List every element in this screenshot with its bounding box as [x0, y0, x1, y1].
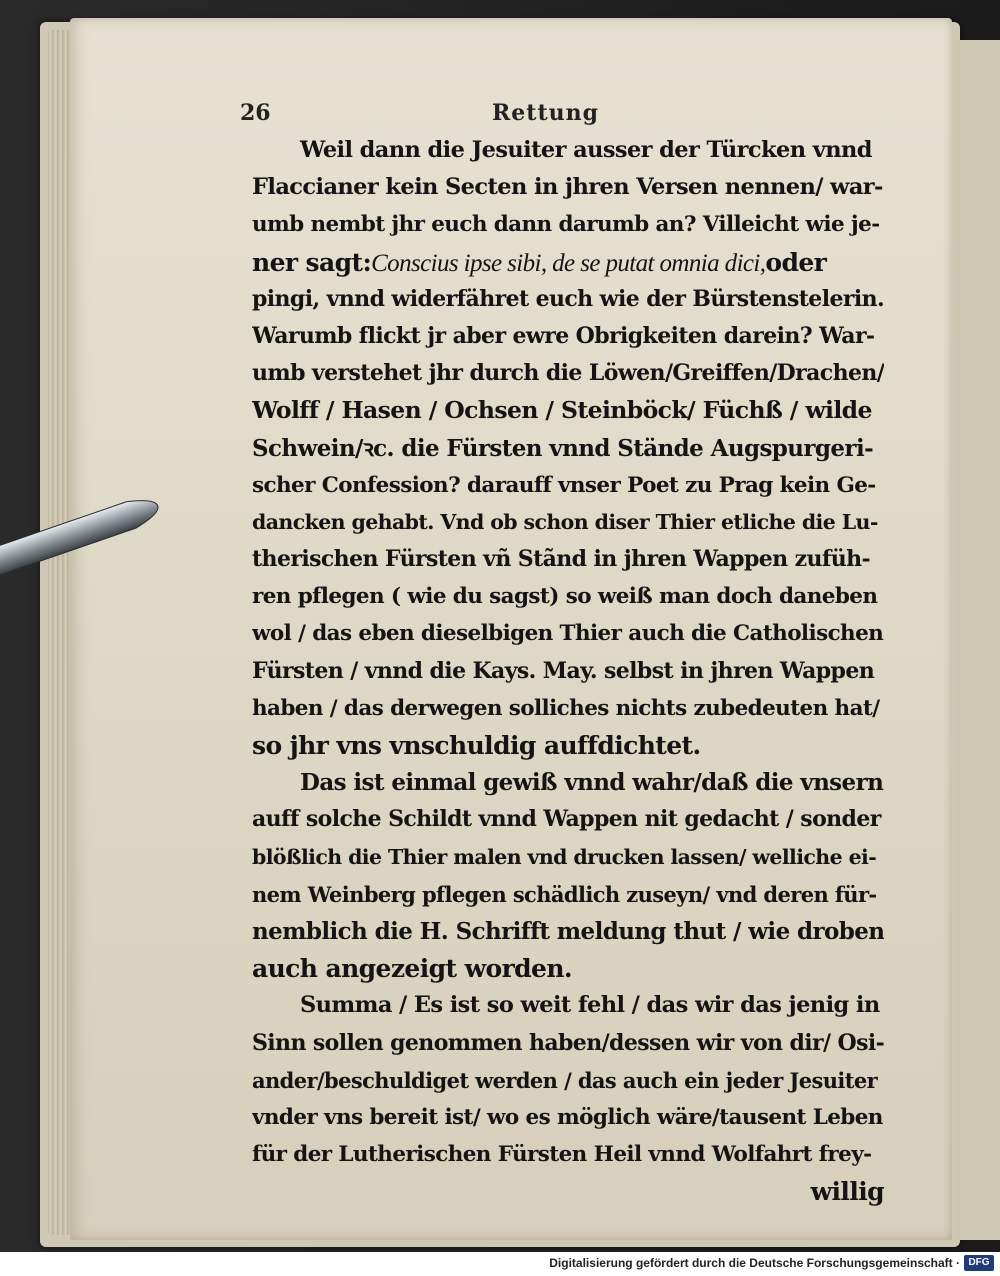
line-text: auff solche Schildt vnnd Wappen nit gedacht / sonder [252, 806, 881, 833]
text-line [252, 355, 884, 392]
page-number: 26 [240, 100, 271, 126]
body-text [252, 132, 884, 1210]
line-text: Sinn sollen genommen haben/dessen wir von dir/ Osi- [252, 1029, 884, 1056]
line-text: so jhr vns vnschuldig auffdichtet. [252, 731, 701, 760]
footer-credit: Digitalisierung gefördert durch die Deutsche Forschungsgemeinschaft · [549, 1256, 960, 1270]
line-text: Warumb flickt jr aber ewre Obrigkeiten darein? War- [252, 322, 875, 349]
line-text-after: oder [765, 247, 827, 277]
text-line [252, 392, 884, 429]
dfg-logo: DFG [964, 1255, 994, 1271]
line-text: Fürsten / vnnd die Kays. May. selbst in jhren Wappen [252, 657, 875, 684]
line-text: therischen Fürsten vñ Stãnd in jhren Wappen zufüh- [252, 546, 871, 573]
text-line [252, 132, 884, 169]
latin-quote: Conscius ipse sibi, de se putat omnia dici, [371, 249, 766, 277]
facing-page-edge [955, 40, 1000, 1240]
text-line [252, 1136, 884, 1173]
text-line [252, 430, 884, 467]
line-text: dancken gehabt. Vnd ob schon diser Thier etliche die Lu- [252, 509, 878, 534]
line-text: nem Weinberg pflegen schädlich zuseyn/ vnd deren für- [252, 881, 877, 907]
running-head: Rettung [492, 100, 599, 126]
line-text: willig [810, 1177, 884, 1207]
line-text: Summa / Es ist so weit fehl / das wir das jenig in [300, 992, 880, 1019]
footer-bar [0, 1252, 1000, 1276]
line-text: vnder vns bereit ist/ wo es möglich wäre/tausent Leben [252, 1104, 883, 1130]
text-line [252, 727, 884, 764]
text-line [252, 653, 884, 690]
text-line [252, 206, 884, 243]
line-text: blößlich die Thier malen vnd drucken lassen/ welliche ei- [252, 844, 877, 869]
line-text: ander/beschuldiget werden / das auch ein jeder Jesuiter [252, 1067, 878, 1093]
text-line [252, 1025, 884, 1062]
text-line [252, 615, 884, 652]
text-line [252, 1173, 884, 1210]
line-text: Schwein/ꝛc. die Fürsten vnnd Stände Augspurgeri- [252, 434, 874, 462]
text-line [252, 950, 884, 987]
text-line [252, 839, 884, 876]
line-text: Das ist einmal gewiß vnnd wahr/daß die vnsern [300, 769, 884, 797]
text-line [252, 467, 884, 504]
text-line [252, 876, 884, 913]
text-line [252, 244, 884, 281]
line-text: für der Lutherischen Fürsten Heil vnnd Wolfahrt frey- [252, 1142, 872, 1168]
text-line [252, 1099, 884, 1136]
text-line [252, 281, 884, 318]
line-text: ren pflegen ( wie du sagst) so weiß man doch daneben [252, 584, 878, 610]
line-text: haben / das derwegen solliches nichts zubedeuten hat/ [252, 695, 880, 721]
line-text: scher Confession? darauff vnser Poet zu Prag kein Ge- [252, 472, 876, 498]
line-text: auch angezeigt worden. [252, 954, 573, 984]
page-header [240, 100, 880, 130]
text-line [252, 318, 884, 355]
text-line [252, 1062, 884, 1099]
line-text: Flaccianer kein Secten in jhren Versen nennen/ war- [252, 174, 883, 201]
line-text: umb nembt jhr euch dann darumb an? Villeicht wie je- [252, 212, 880, 238]
line-text: Weil dann die Jesuiter ausser der Türcken vnnd [300, 137, 872, 163]
text-line [252, 578, 884, 615]
line-text: umb verstehet jhr durch die Löwen/Greiffen/Drachen/ [252, 360, 884, 387]
line-text: nemblich die H. Schrifft meldung thut / wie droben [252, 917, 884, 945]
text-line [252, 690, 884, 727]
line-text: ner sagt: [252, 247, 372, 277]
text-line [252, 504, 884, 541]
text-line [252, 913, 884, 950]
text-line [252, 541, 884, 578]
text-line [252, 801, 884, 838]
text-line [252, 764, 884, 801]
text-line [252, 169, 884, 206]
line-text: wol / das eben dieselbigen Thier auch die Catholischen [252, 621, 884, 647]
line-text: Wolff / Hasen / Ochsen / Steinböck/ Füchß / wilde [252, 396, 872, 425]
text-line [252, 987, 884, 1024]
line-text: pingi, vnnd widerfähret euch wie der Bürstenstelerin. [252, 285, 884, 312]
